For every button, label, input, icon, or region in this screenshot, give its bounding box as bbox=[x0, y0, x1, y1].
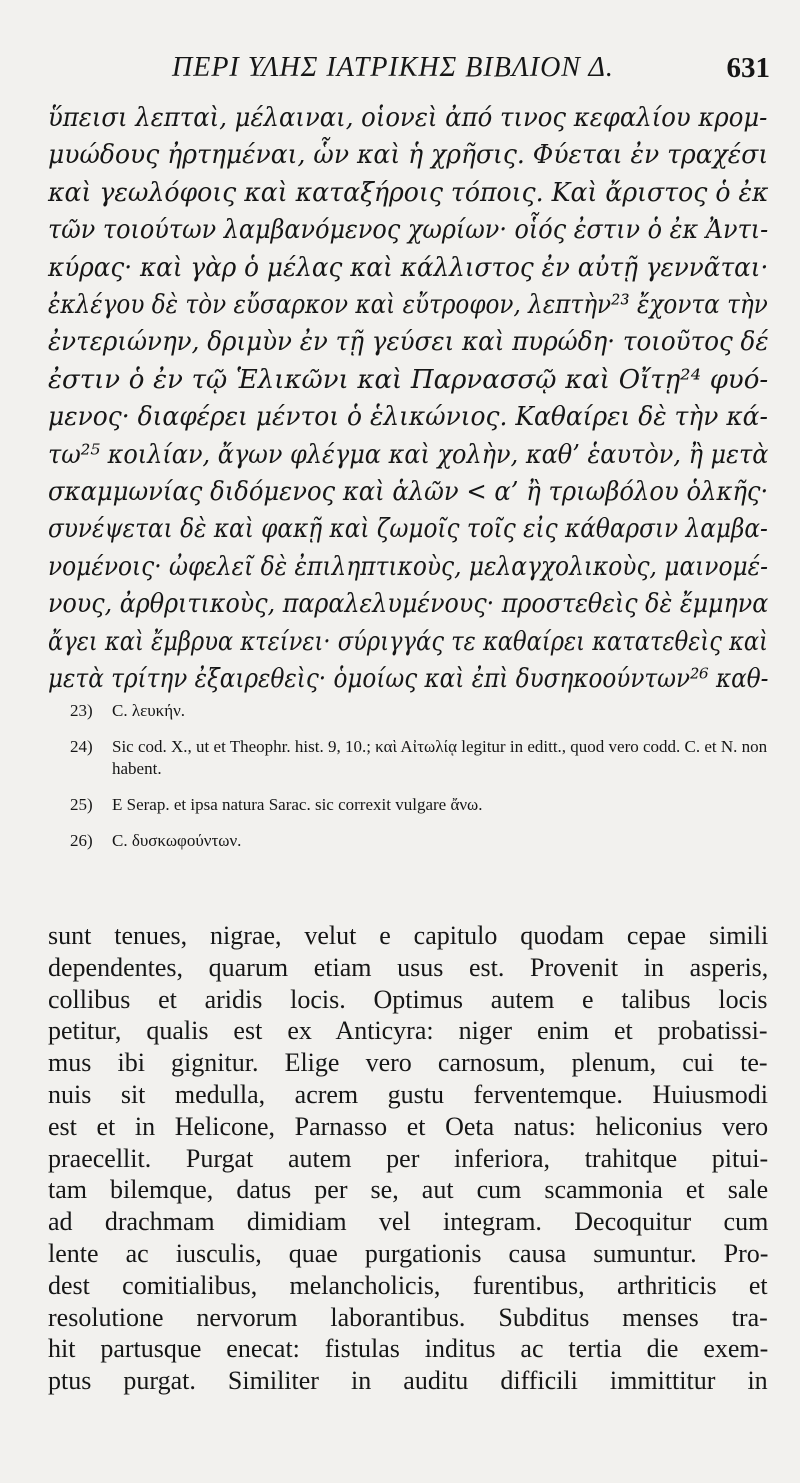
footnote-number: 23) bbox=[70, 701, 93, 720]
text-line: σκαμμωνίας διδόμενος καὶ ἁλῶν < α’ ἢ τριωβόλου ὁλκῆς· bbox=[48, 477, 769, 508]
text-line: mus ibi gignitur. Elige vero carnosum, plenum, cui te- bbox=[48, 1048, 768, 1078]
text-line: νομένοις· ὠφελεῖ δὲ ἐπιληπτικοὺς, μελαγχολικοὺς, μαινομέ- bbox=[48, 551, 769, 582]
text-line: ὕπεισι λεπταὶ, μέλαιναι, οἱονεὶ ἀπό τινος κεφαλίου κρομ- bbox=[48, 103, 768, 133]
footnote bbox=[48, 830, 768, 852]
footnote bbox=[48, 736, 768, 780]
footnote-text: C. λευκήν. bbox=[112, 701, 186, 720]
text-line: ad drachmam dimidiam vel integram. Decoquitur cum bbox=[48, 1207, 769, 1237]
footnote-number: 26) bbox=[70, 831, 93, 850]
text-line: petitur, qualis est ex Anticyra: niger enim et probatissi- bbox=[48, 1016, 768, 1046]
text-line: collibus et aridis locis. Optimus autem e talibus locis bbox=[48, 984, 768, 1014]
footnote-text: Sic cod. X., ut et Theophr. hist. 9, 10.; καὶ Αἰτωλίᾳ legitur in editt., quod vero codd. C. et N. non habent. bbox=[112, 737, 768, 778]
footnote bbox=[48, 700, 768, 722]
text-line: dest comitialibus, melancholicis, furentibus, arthriticis et bbox=[48, 1270, 768, 1300]
footnote-number: 25) bbox=[70, 795, 93, 814]
text-line: ἐντεριώνην, δριμὺν ἐν τῇ γεύσει καὶ πυρώδη· τοιοῦτος δέ bbox=[48, 327, 769, 358]
text-line: sunt tenues, nigrae, velut e capitulo quodam cepae simili bbox=[48, 921, 769, 950]
greek-text-block bbox=[48, 100, 768, 699]
text-line: νους, ἀρθριτικοὺς, παραλελυμένους· προστεθεὶς δὲ ἔμμηνα bbox=[48, 589, 769, 620]
text-line: praecellit. Purgat autem per inferiora, trahitque pitui- bbox=[48, 1143, 769, 1173]
latin-text-block bbox=[48, 920, 768, 1397]
text-line: συνέψεται δὲ καὶ φακῇ καὶ ζωμοῖς τοῖς εἰς κάθαρσιν λαμβα- bbox=[48, 514, 768, 545]
text-line: dependentes, quarum etiam usus est. Provenit in asperis, bbox=[48, 952, 769, 982]
text-line: κύρας· καὶ γὰρ ὁ μέλας καὶ κάλλιστος ἐν αὐτῇ γεννᾶται· bbox=[48, 252, 769, 283]
text-line: μετὰ τρίτην ἐξαιρεθεὶς· ὁμοίως καὶ ἐπὶ δυσηκοούντων²⁶ καθ- bbox=[48, 664, 769, 695]
text-line: nuis sit medulla, acrem gustu ferventemque. Huiusmodi bbox=[48, 1079, 768, 1109]
text-line: ἐκλέγου δὲ τὸν εὔσαρκον καὶ εὔτροφον, λεπτὴν²³ ἔχοντα τὴν bbox=[48, 290, 768, 321]
text-line: τω²⁵ κοιλίαν, ἄγων φλέγμα καὶ χολὴν, καθ’ ἑαυτὸν, ἢ μετὰ bbox=[48, 439, 769, 470]
text-line: tam bilemque, datus per se, aut cum scammonia et sale bbox=[48, 1175, 769, 1205]
text-line: ptus purgat. Similiter in auditu difficili immittitur in bbox=[48, 1366, 768, 1396]
text-line: ἐστιν ὁ ἐν τῷ Ἑλικῶνι καὶ Παρνασσῷ καὶ Οἴτῃ²⁴ φυό- bbox=[48, 364, 769, 395]
text-line: τῶν τοιούτων λαμβανόμενος χωρίων· οἷός ἐστιν ὁ ἐκ Ἀντι- bbox=[48, 215, 769, 246]
text-line: est et in Helicone, Parnasso et Oeta natus: heliconius vero bbox=[48, 1111, 769, 1141]
footnote-text: E Serap. et ipsa natura Sarac. sic correxit vulgare ἄνω. bbox=[112, 795, 483, 814]
text-line: μενος· διαφέρει μέντοι ὁ ἑλικώνιος. Καθαίρει δὲ τὴν κά- bbox=[48, 402, 768, 433]
footnote-text: C. δυσκωφούντων. bbox=[112, 831, 242, 850]
page-header bbox=[60, 46, 770, 96]
text-line: resolutione nervorum laborantibus. Subditus menses tra- bbox=[48, 1302, 768, 1332]
page-number: 631 bbox=[726, 52, 770, 84]
text-line: καὶ γεωλόφοις καὶ καταξήροις τόποις. Καὶ ἄριστος ὁ ἐκ bbox=[48, 177, 769, 208]
text-line: lente ac iusculis, quae purgationis causa sumuntur. Pro- bbox=[48, 1238, 769, 1268]
footnote-number: 24) bbox=[70, 737, 93, 756]
text-line: μυώδους ἠρτημέναι, ὧν καὶ ἡ χρῆσις. Φύεται ἐν τραχέσι bbox=[48, 140, 769, 171]
running-title: ΠΕΡΙ ΥΛΗΣ ΙΑΤΡΙΚΗΣ ΒΙΒΛΙΟΝ Δ. bbox=[172, 52, 614, 83]
text-line: hit partusque enecat: fistulas inditus ac tertia die exem- bbox=[48, 1334, 769, 1364]
footnotes bbox=[48, 700, 768, 866]
text-line: ἄγει καὶ ἔμβρυα κτείνει· σύριγγάς τε καθαίρει κατατεθεὶς καὶ bbox=[48, 626, 769, 657]
footnote bbox=[48, 794, 768, 816]
